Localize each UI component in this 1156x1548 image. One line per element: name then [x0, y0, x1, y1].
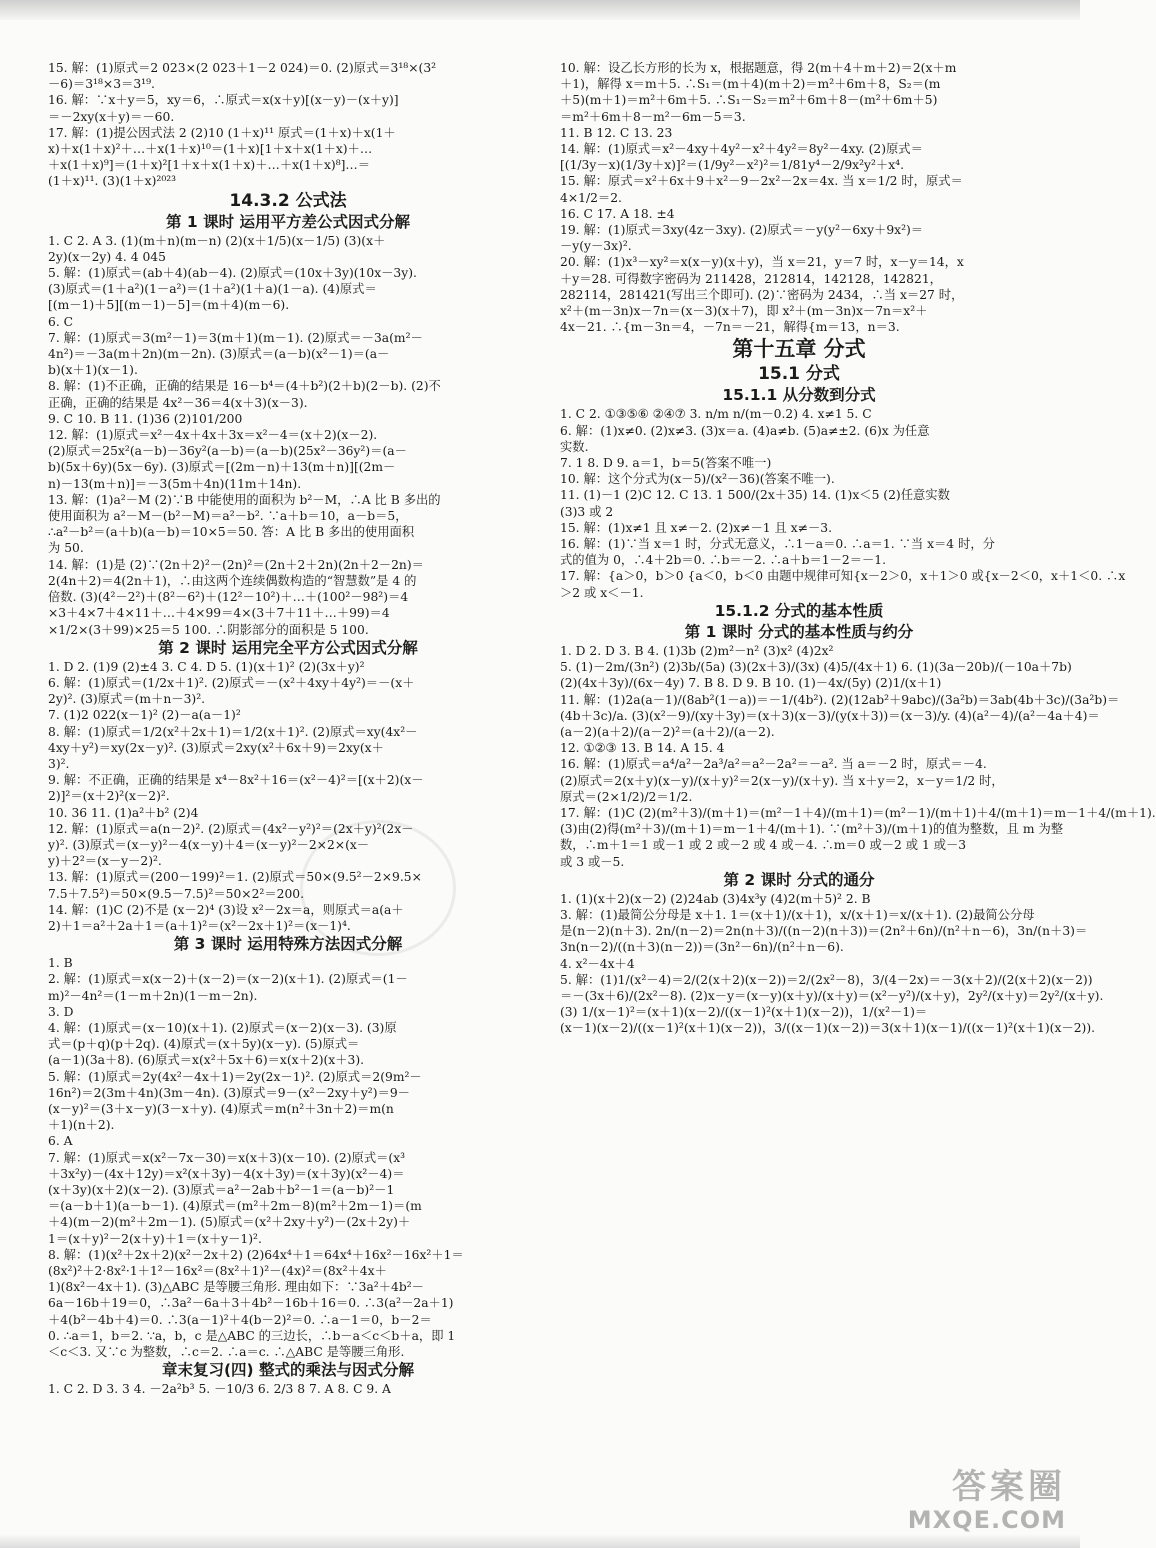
answer-line: 10. 36 11. (1)a²＋b² (2)4 [48, 805, 199, 820]
answer-line: (2)原式＝25x²(a－b)－36y²(a－b)＝(a－b)(25x²－36y²)＝(a－ [48, 444, 407, 459]
answer-line: 1. C 2. ①③⑤⑥ ②④⑦ 3. n/m n/(m－0.2) 4. x≠1 5. C [560, 407, 872, 422]
answer-line: ＋3x²y)－(4x＋12y)＝x²(x＋3y)－4(x＋3y)＝(x＋3y)(x²－4)＝ [48, 1166, 405, 1181]
answer-line: 13. 解：(1)原式＝(200－199)²＝1. (2)原式＝50×(9.5²－2×9.5× [48, 870, 422, 885]
answer-line: 16n²)＝2(3m＋4n)(3m－4n). (3)原式＝9－(x²－2xy＋y²)＝9－ [48, 1085, 410, 1100]
answer-line: 19. 解：(1)原式＝3xy(4z－3xy). (2)原式＝－y(y²－6xy＋9x²)＝ [560, 223, 924, 238]
answer-line: 17. 解：{a＞0，b＞0 {a＜0，b＜0 由题中规律可知{x－2＞0，x＋1＞0 或{x－2＜0，x＋1＜0. ∴x [560, 569, 1126, 584]
answer-line: 11. B 12. C 13. 23 [560, 125, 673, 140]
answer-line: 1＝(x＋y)²－2(x＋y)＋1＝(x＋y－1)². [48, 1231, 262, 1246]
answer-line: ＋y＝28. 可得数字密码为 211428，212814，142128，142821， [560, 271, 942, 286]
answer-line: 11. (1)－1 (2)C 12. C 13. 1 500/(2x＋35) 14. (1)x＜5 (2)任意实数 [560, 488, 950, 503]
answer-line: 7. (1)2 022(x－1)² (2)－a(a－1)² [48, 708, 241, 723]
answer-line: 3. D [48, 1004, 74, 1019]
answer-line: 16. C 17. A 18. ±4 [560, 206, 675, 221]
answer-line: 倍数. (3)(4²－2²)＋(8²－6²)＋(12²－10²)＋…＋(100²－98²)＝4 [48, 590, 409, 605]
answer-line: ＋5)(m＋1)＝m²＋6m＋5. ∴S₁－S₂＝m²＋6m＋8－(m²＋6m＋5) [560, 93, 938, 108]
answer-line: 17. 解：(1)C (2)(m²＋3)/(m＋1)＝(m²－1＋4)/(m＋1)＝(m²－1)/(m＋1)＋4/(m＋1)＝m－1＋4/(m＋1). [560, 805, 1156, 820]
section-heading: 15.1.2 分式的基本性质 [714, 601, 884, 620]
answer-line: 1. D 2. (1)9 (2)±4 3. C 4. D 5. (1)(x＋1)² (2)(3x＋y)² [48, 659, 365, 674]
answer-line: －y(y－3x)². [560, 239, 632, 254]
answer-line: 16. 解：∵x＋y＝5，xy＝6，∴原式＝x(x＋y)[(x－y)－(x＋y)] [48, 93, 399, 108]
answer-line: ＝－2xy(x＋y)＝－60. [48, 109, 175, 124]
answer-line: (3)原式＝(1＋a²)(1－a²)＝(1＋a²)(1＋a)(1－a). (4)原式＝ [48, 282, 377, 297]
answer-line: 实数. [560, 439, 589, 454]
answer-line: 17. 解：(1)提公因式法 2 (2)10 (1＋x)¹¹ 原式＝(1＋x)＋x(1＋ [48, 125, 396, 140]
answer-line: 2)]²＝(x＋2)²(x－2)². [48, 789, 170, 804]
answer-line: 16. 解：(1)∵当 x＝1 时，分式无意义，∴1－a＝0. ∴a＝1. ∵当 x＝4 时，分 [560, 537, 995, 552]
answer-line: 0. ∴a＝1，b＝2. ∵a，b，c 是△ABC 的三边长，∴b－a＜c＜b＋a，即 1 [48, 1328, 456, 1343]
answer-line: (3) 1/(x－1)²＝(x＋1)(x－2)/((x－1)²(x＋1)(x－2))，1/(x²－1)＝ [560, 1005, 928, 1020]
section-heading: 第 1 课时 运用平方差公式因式分解 [166, 212, 410, 231]
answer-line: 式的值为 0，∴4＋2b＝0. ∴b＝－2. ∴a＋b＝1－2＝－1. [560, 553, 887, 568]
answer-line: 7. 解：(1)原式＝x(x²－7x－30)＝x(x＋3)(x－10). (2)原式＝(x³ [48, 1150, 406, 1165]
answer-line: (8x²)²＋2·8x²·1＋1²－16x²＝(8x²＋1)²－(4x)²＝(8x²＋4x＋ [48, 1264, 387, 1279]
answer-line: 4x－21. ∴{m－3n＝4，－7n＝－21，解得{m＝13，n＝3. [560, 320, 900, 335]
answer-line: 2)＋1＝a²＋2a＋1＝(a＋1)²＝(x²－2x＋1)²＝(x－1)⁴. [48, 918, 351, 933]
answer-line: 13. 解：(1)a²－M (2)∵B 中能使用的面积为 b²－M，∴A 比 B 多出的 [48, 492, 441, 507]
answer-line: (2)原式＝2(x＋y)(x－y)/(x＋y)²＝2(x－y)/(x＋y). 当 x＋y＝2，x－y＝1/2 时， [560, 773, 1004, 788]
answer-line: 14. 解：(1)是 (2)∵(2n＋2)²－(2n)²＝(2n＋2＋2n)(2n＋2－2n)＝ [48, 557, 424, 572]
answer-line: 14. 解：(1)C (2)不是 (x－2)⁴ (3)设 x²－2x＝a，则原式＝a(a＋ [48, 902, 404, 917]
answer-line: ＋1)(n＋2). [48, 1118, 115, 1133]
answer-line: 1. C 2. A 3. (1)(m＋n)(m－n) (2)(x＋1/5)(x－1/5) (3)(x＋ [48, 233, 386, 248]
answer-line: (a－1)(3a＋8). (6)原式＝x(x²＋5x＋6)＝x(x＋2)(x＋3). [48, 1053, 365, 1068]
section-heading: 15.1 分式 [758, 364, 840, 385]
answer-line: (3)3 或 2 [560, 504, 614, 519]
answer-line: [(m－1)＋5][(m－1)－5]＝(m＋4)(m－6). [48, 298, 290, 313]
section-heading: 第 2 课时 分式的通分 [723, 870, 875, 889]
answer-line: 式＝(p＋q)(p＋2q). (4)原式＝(x＋5y)(x－y). (5)原式＝ [48, 1037, 360, 1052]
answer-line: ＋4(b²－4b＋4)＝0. ∴3(a－1)²＋4(b－2)²＝0. ∴a－1＝0，b－2＝ [48, 1312, 432, 1327]
answer-line: 5. 解：(1)原式＝2y(4x²－4x＋1)＝2y(2x－1)². (2)原式＝2(9m²－ [48, 1069, 422, 1084]
answer-line: 5. 解：(1)1/(x²－4)＝2/(2(x＋2)(x－2))＝2/(2x²－8)，3/(4－2x)＝－3(x＋2)/(2(x＋2)(x－2)) [560, 972, 1093, 987]
answer-line: x²＋(m－3n)x－7n＝(x－3)(x＋7)，即 x²＋(m－3n)x－7n＝x²＋ [560, 304, 928, 319]
answer-line: －6)＝3¹⁸×3＝3¹⁹. [48, 77, 155, 92]
answer-line: 7. 解：(1)原式＝3(m²－1)＝3(m＋1)(m－1). (2)原式＝－3a(m²－ [48, 330, 423, 345]
answer-line: 10. 解：这个分式为(x－5)/(x²－36)(答案不唯一). [560, 472, 835, 487]
answer-line: 15. 解：(1)原式＝2 023×(2 023＋1－2 024)＝0. (2)原式＝3¹⁸×(3² [48, 61, 437, 75]
answer-line: 2y)². (3)原式＝(m＋n－3)². [48, 692, 206, 707]
answer-line: ∴a²－b²＝(a＋b)(a－b)＝10×5＝50. 答：A 比 B 多出的使用面积 [48, 525, 415, 540]
answer-line: (2)(4x＋3y)/(6x－4y) 7. B 8. D 9. B 10. (1)－4x/(5y) (2)1/(x＋1) [560, 676, 942, 691]
answer-line: (1＋x)¹¹. (3)(1＋x)²⁰²³ [48, 174, 177, 189]
answer-line: (4b＋3c)/a. (3)(x²－9)/(xy＋3y)＝(x＋3)(x－3)/(y(x＋3))＝(x－3)/y. (4)(a²－4)/(a²－4a＋4)＝ [560, 708, 1100, 723]
answer-line: 为 50. [48, 541, 84, 556]
answer-line: 7. 1 8. D 9. a＝1，b＝5(答案不唯一) [560, 456, 772, 471]
left-answer-column [48, 60, 528, 1397]
answer-line: ×1/2×(3＋99)×25＝5 100. ∴阴影部分的面积是 5 100. [48, 622, 369, 637]
answer-line: 4. 解：(1)原式＝(x－10)(x＋1). (2)原式＝(x－2)(x－3). (3)原 [48, 1020, 397, 1035]
section-heading: 14.3.2 公式法 [229, 190, 347, 211]
answer-line: m)²－4n²＝(1－m＋2n)(1－m－2n). [48, 988, 258, 1003]
right-answer-column [560, 60, 1156, 1037]
answer-line: 6a－16b＋19＝0，∴3a²－6a＋3＋4b²－16b＋16＝0. ∴3(a²－2a＋1) [48, 1296, 454, 1311]
answer-line: 原式＝(2×1/2)/2＝1/2. [560, 789, 693, 804]
answer-line: x)＋x(1＋x)²＋…＋x(1＋x)¹⁰＝(1＋x)[1＋x＋x(1＋x)＋… [48, 142, 373, 157]
page-top-shadow [0, 0, 1080, 20]
answer-line: (a－2)(a＋2)/(a－2)²＝(a＋2)/(a－2). [560, 724, 775, 739]
answer-line: ×3＋4×7＋4×11＋…＋4×99＝4×(3＋7＋11＋…＋99)＝4 [48, 606, 390, 621]
answer-line: 5. (1)－2m/(3n²) (2)3b/(5a) (3)(2x＋3)/(3x) (4)5/(4x＋1) 6. (1)(3a－20b)/(－10a＋7b) [560, 660, 1072, 675]
answer-line: 3n(n－2)/((n＋3)(n－2))＝(3n²－6n)/(n²＋n－6). [560, 940, 844, 955]
answer-line: 12. ①②③ 13. B 14. A 15. 4 [560, 741, 725, 756]
answer-line: 4n²)＝－3a(m＋2n)(m－2n). (3)原式＝(a－b)(x²－1)＝(a－ [48, 347, 390, 362]
answer-line: 或 3 或－5. [560, 854, 625, 869]
answer-line: ＜c＜3. 又∵c 为整数，∴c＝2. ∴a＝c. ∴△ABC 是等腰三角形. [48, 1345, 405, 1360]
answer-line: 6. A [48, 1134, 73, 1149]
watermark-logo: 答案圈 [952, 1467, 1066, 1507]
answer-line: (x＋3y)(x＋2)(x－2). (3)原式＝a²－2ab＋b²－1＝(a－b)²－1 [48, 1183, 395, 1197]
answer-line: (x－1)(x－2)/((x－1)²(x＋1)(x－2))，3/((x－1)(x－2))＝3(x＋1)(x－1)/((x－1)²(x＋1)(x－2)). [560, 1021, 1096, 1036]
answer-line: 16. 解：(1)原式＝a⁴/a²－2a³/a²＝a²－2a²＝－a². 当 a＝－2 时，原式＝－4. [560, 757, 987, 772]
answer-line: 8. 解：(1)不正确，正确的结果是 16－b⁴＝(4＋b²)(2＋b)(2－b). (2)不 [48, 379, 441, 394]
answer-line: 1)(8x²－4x＋1). (3)△ABC 是等腰三角形. 理由如下：∵3a²＋4b²－ [48, 1280, 424, 1295]
answer-line: 1. D 2. D 3. B 4. (1)3b (2)m²－n² (3)x² (4)2x² [560, 643, 834, 658]
answer-line: n)－13(m＋n)]＝－3(5m＋4n)(11m＋14n). [48, 476, 302, 491]
answer-line: 使用面积为 a²－M－(b²－M)＝a²－b². ∵a＋b＝10，a－b＝5， [48, 509, 408, 524]
answer-line: 15. 解：(1)x≠1 且 x≠－2. (2)x≠－1 且 x≠－3. [560, 520, 832, 535]
answer-line: 4×1/2＝2. [560, 190, 622, 205]
answer-line: b)(5x＋6y)(5x－6y). (3)原式＝[(2m－n)＋13(m＋n)][(2m－ [48, 460, 396, 475]
answer-line: 1. C 2. D 3. 3 4. －2a²b³ 5. －10/3 6. 2/3 8 7. A 8. C 9. A [48, 1382, 391, 1397]
section-heading: 15.1.1 从分数到分式 [722, 386, 876, 405]
answer-line: 3)². [48, 756, 70, 771]
answer-line: b)(x＋1)(x－1). [48, 363, 138, 378]
answer-line: 282114，281421(写出三个即可). (2)∵密码为 2434，∴当 x＝27 时， [560, 287, 964, 302]
answer-line: 5. 解：(1)原式＝(ab＋4)(ab－4). (2)原式＝(10x＋3y)(10x－3y). [48, 266, 417, 281]
section-heading: 第十五章 分式 [732, 337, 866, 362]
answer-line: 9. C 10. B 11. (1)36 (2)101/200 [48, 411, 243, 426]
answer-line: 10. 解：设乙长方形的长为 x，根据题意，得 2(m＋4＋m＋2)＝2(x＋m [560, 61, 957, 75]
answer-line: ＋1)，解得 x＝m＋5. ∴S₁＝(m＋4)(m＋2)＝m²＋6m＋8，S₂＝(m [560, 77, 941, 92]
section-heading: 第 1 课时 分式的基本性质与约分 [684, 622, 914, 641]
answer-line: 1. B [48, 956, 73, 971]
answer-line: 2y)(x－2y) 4. 4 045 [48, 249, 166, 264]
answer-line: 1. (1)(x＋2)(x－2) (2)24ab (3)4x³y (4)2(m＋5)² 2. B [560, 891, 871, 906]
section-heading: 章末复习(四) 整式的乘法与因式分解 [161, 1361, 415, 1380]
answer-line: y)＋2²＝(x－y－2)². [48, 854, 162, 869]
answer-line: 3. 解：(1)最简公分母是 x＋1. 1＝(x＋1)/(x＋1)，x/(x＋1)＝x/(x＋1). (2)最简公分母 [560, 907, 1035, 922]
answer-line: ＋4)(m－2)(m²＋2m－1). (5)原式＝(x²＋2xy＋y²)－(2x＋2y)＋ [48, 1215, 411, 1230]
answer-line: 8. 解：(1)(x²＋2x＋2)(x²－2x＋2) (2)64x⁴＋1＝64x⁴＋16x²－16x²＋1＝ [48, 1247, 464, 1262]
page-bottom-shadow [0, 1534, 1080, 1548]
answer-line: 2(4n＋2)＝4(2n＋1)，∴由这两个连续偶数构造的“智慧数”是 4 的 [48, 573, 417, 588]
answer-line: 7.5＋7.5²)＝50×(9.5－7.5)²＝50×2²＝200. [48, 886, 304, 901]
answer-line: 12. 解：(1)原式＝x²－4x＋4x＋3x＝x²－4＝(x＋2)(x－2). [48, 428, 378, 443]
answer-line: 正确，正确的结果是 4x²－36＝4(x＋3)(x－3). [48, 395, 308, 410]
answer-line: 6. C [48, 314, 74, 329]
answer-line: ＝m²＋6m＋8－m²－6m－5＝3. [560, 109, 746, 124]
answer-line: 12. 解：(1)原式＝a(n－2)². (2)原式＝(4x²－y²)²＝(2x＋y)²(2x－ [48, 821, 414, 836]
answer-line: ＋x(1＋x)⁹]＝(1＋x)²[1＋x＋x(1＋x)＋…＋x(1＋x)⁸]…＝ [48, 158, 371, 173]
section-heading: 第 3 课时 运用特殊方法因式分解 [173, 935, 403, 954]
answer-line: y)². (3)原式＝(x－y)²－4(x－y)＋4＝(x－y)²－2×2×(x－ [48, 837, 370, 852]
answer-line: 9. 解：不正确，正确的结果是 x⁴－8x²＋16＝(x²－4)²＝[(x＋2)(x－ [48, 773, 424, 788]
answer-line: 数，∴m＋1＝1 或－1 或 2 或－2 或 4 或－4. ∴m＝0 或－2 或 1 或－3 [560, 838, 967, 853]
answer-line: 8. 解：(1)原式＝1/2(x²＋2x＋1)＝1/2(x＋1)². (2)原式＝xy(4x²－ [48, 724, 418, 739]
answer-line: 是(n－2)(n＋3). 2n/(n－2)＝2n(n＋3)/((n－2)(n＋3))＝(2n²＋6n)/(n²＋n－6)，3n/(n＋3)＝ [560, 924, 1088, 939]
answer-line: 4. x²－4x＋4 [560, 956, 635, 971]
answer-line: 20. 解：(1)x³－xy²＝x(x－y)(x＋y)，当 x＝21，y＝7 时，x－y＝14，x [560, 255, 964, 270]
answer-line: 15. 解：原式＝x²＋6x＋9＋x²－9－2x²－2x＝4x. 当 x＝1/2 时，原式＝ [560, 174, 963, 189]
answer-line: ＝(a－b＋1)(a－b－1). (4)原式＝(m²＋2m－8)(m²＋2m－1)＝(m [48, 1199, 422, 1214]
answer-line: 6. 解：(1)原式＝(1/2x＋1)². (2)原式＝－(x²＋4xy＋4y²)＝－(x＋ [48, 675, 415, 690]
answer-line: ＞2 或 x＜－1. [560, 585, 644, 600]
watermark [908, 1468, 1066, 1534]
answer-line: 2. 解：(1)原式＝x(x－2)＋(x－2)＝(x－2)(x＋1). (2)原式＝(1－ [48, 972, 408, 987]
section-heading: 第 2 课时 运用完全平方公式因式分解 [158, 638, 418, 657]
answer-line: (x－y)²＝(3＋x－y)(3－x＋y). (4)原式＝m(n²＋3n＋2)＝m(n [48, 1101, 394, 1116]
answer-line: ＝－(3x＋6)/(2x²－8). (2)x－y＝(x－y)(x＋y)/(x＋y)＝(x²－y²)/(x＋y)，2y²/(x＋y)＝2y²/(x＋y). [560, 988, 1104, 1003]
answer-line: 11. 解：(1)2a(a－1)/(8ab²(1－a))＝－1/(4b²). (2)(12ab²＋9abc)/(3a²b)＝3ab(4b＋3c)/(3a²b)＝ [560, 692, 1120, 707]
answer-line: [(1/3y－x)(1/3y＋x)]²＝(1/9y²－x²)²＝1/81y⁴－2/9x²y²＋x⁴. [560, 158, 904, 173]
answer-line: 14. 解：(1)原式＝x²－4xy＋4y²－x²＋4y²＝8y²－4xy. (2)原式＝ [560, 142, 923, 157]
answer-line: 4xy＋y²)＝xy(2x－y)². (3)原式＝2xy(x²＋6x＋9)＝2xy(x＋ [48, 740, 384, 755]
answer-line: (3)由(2)得(m²＋3)/(m＋1)＝m－1＋4/(m＋1). ∵(m²＋3)/(m＋1)的值为整数，且 m 为整 [560, 822, 1064, 837]
answer-line: 6. 解：(1)x≠0. (2)x≠3. (3)x＝a. (4)a≠b. (5)a≠±2. (6)x 为任意 [560, 423, 930, 438]
watermark-site: MXQE.COM [907, 1506, 1066, 1534]
